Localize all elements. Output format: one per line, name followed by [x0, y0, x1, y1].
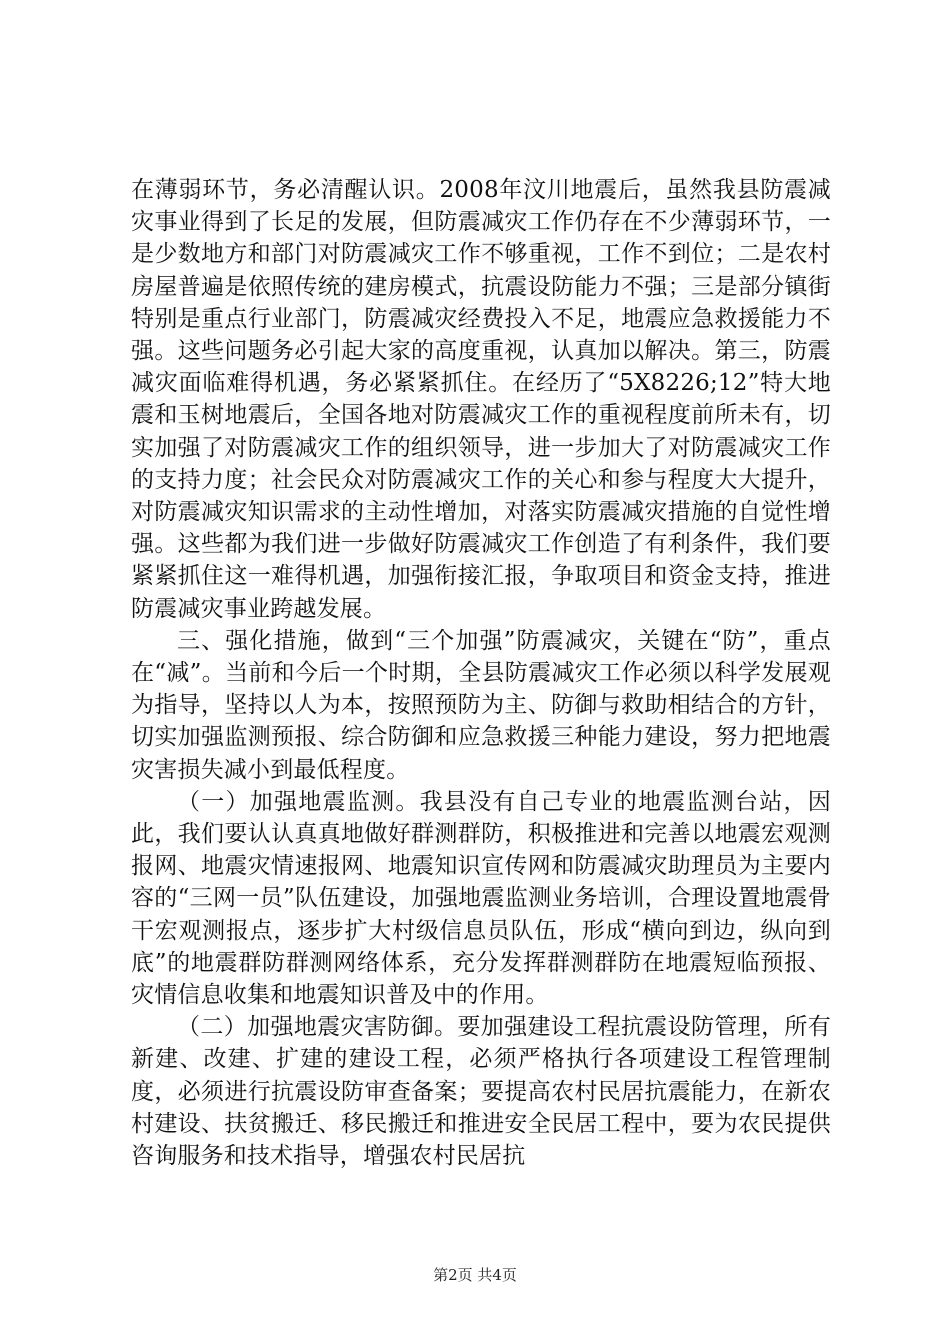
document-body — [131, 174, 831, 1172]
paragraph-section-three: 三、强化措施，做到“三个加强”防震减灾，关键在“防”，重点在“减”。当前和今后一个时期，全县防震减灾工作必须以科学发展观为指导，坚持以人为本，按照预防为主、防御与救助相结合的方针，切实加强监测预报、综合防御和应急救援三种能力建设，努力把地震灾害损失减小到最低程度。 — [131, 627, 831, 783]
page-number: 第2页 共4页 — [433, 1266, 517, 1284]
paragraph-monitoring: （一）加强地震监测。我县没有自己专业的地震监测台站，因此，我们要认认真真地做好群测群防，积极推进和完善以地震宏观测报网、地震灾情速报网、地震知识宣传网和防震减灾助理员为主要内容的“三网一员”队伍建设，加强地震监测业务培训，合理设置地震骨干宏观测报点，逐步扩大村级信息员队伍，形成“横向到边，纵向到底”的地震群防群测网络体系，充分发挥群测群防在地震短临预报、灾情信息收集和地震知识普及中的作用。 — [131, 788, 831, 1009]
paragraph-continuation: 在薄弱环节，务必清醒认识。2008年汶川地震后，虽然我县防震减灾事业得到了长足的发展，但防震减灾工作仍存在不少薄弱环节，一是少数地方和部门对防震减灾工作不够重视，工作不到位；二是农村房屋普遍是依照传统的建房模式，抗震设防能力不强；三是部分镇街特别是重点行业部门，防震减灾经费投入不足，地震应急救援能力不强。这些问题务必引起大家的高度重视，认真加以解决。第三，防震减灾面临难得机遇，务必紧紧抓住。在经历了“5X8226;12”特大地震和玉树地震后，全国各地对防震减灾工作的重视程度前所未有，切实加强了对防震减灾工作的组织领导，进一步加大了对防震减灾工作的支持力度；社会民众对防震减灾工作的关心和参与程度大大提升，对防震减灾知识需求的主动性增加，对落实防震减灾措施的自觉性增强。这些都为我们进一步做好防震减灾工作创造了有利条件，我们要紧紧抓住这一难得机遇，加强衔接汇报，争取项目和资金支持，推进防震减灾事业跨越发展。 — [131, 177, 831, 622]
paragraph-defense: （二）加强地震灾害防御。要加强建设工程抗震设防管理，所有新建、改建、扩建的建设工程，必须严格执行各项建设工程管理制度，必须进行抗震设防审查备案；要提高农村民居抗震能力，在新农村建设、扶贫搬迁、移民搬迁和推进安全民居工程中，要为农民提供咨询服务和技术指导，增强农村民居抗 — [131, 1014, 831, 1170]
page-footer — [0, 1264, 950, 1285]
